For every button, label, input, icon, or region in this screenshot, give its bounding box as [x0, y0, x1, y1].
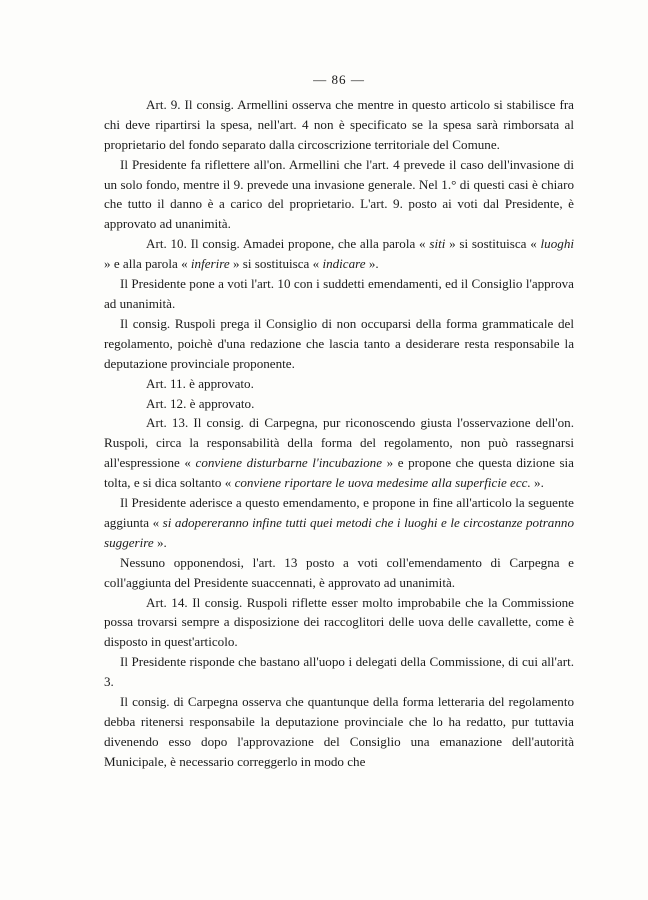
text-run: Il Presidente risponde che bastano all'uopo i delegati della Commissione, di cui all'art. 3.	[104, 654, 574, 690]
italic-quote: luoghi	[540, 236, 575, 252]
paragraph	[104, 155, 574, 235]
text-run: ».	[530, 475, 544, 491]
paragraph	[104, 692, 574, 772]
paragraph	[104, 314, 574, 374]
italic-quote: siti	[429, 236, 446, 252]
text-run: » si sostituisca «	[445, 236, 541, 252]
paragraph	[104, 274, 574, 314]
text-run: Art. 12. è approvato.	[146, 395, 255, 411]
text-run: Il consig. Ruspoli prega il Consiglio di non occuparsi della forma grammaticale del regolamento, poichè d'una redazione che lascia tanto a desiderare resta responsabile la deputazione provinciale proponente.	[104, 315, 574, 371]
text-run: » e propone che questa dizione sia tolta, e si dica soltanto «	[104, 455, 574, 491]
text-run: Nessuno opponendosi, l'art. 13 posto a voti coll'emendamento di Carpegna e coll'aggiunta del Presidente suaccennati, è approvato ad unanimità.	[104, 554, 574, 590]
text-run: Il Presidente pone a voti l'art. 10 con i suddetti emendamenti, ed il Consiglio l'approva ad unanimità.	[104, 276, 574, 311]
page-body	[104, 70, 574, 772]
paragraph	[104, 652, 574, 692]
paragraph	[104, 553, 574, 593]
text-run: Art. 11. è approvato.	[146, 375, 254, 391]
text-body	[104, 95, 574, 772]
paragraph	[104, 413, 574, 493]
italic-quote: conviene disturbarne l'incubazione	[195, 455, 383, 471]
text-run: » si sostituisca «	[229, 256, 323, 272]
page-number: — 86 —	[313, 72, 365, 87]
paragraph	[104, 394, 574, 414]
paragraph	[104, 95, 574, 155]
text-run: ».	[153, 534, 167, 550]
text-run: Art. 14. Il consig. Ruspoli riflette esser molto improbabile che la Commissione possa trovarsi sempre a disposizione dei raccoglitori delle uova delle cavallette, come è disposto in quest'articolo.	[104, 594, 574, 650]
text-run: Art. 13. Il consig. di Carpegna, pur riconoscendo giusta l'osservazione dell'on. Ruspoli, circa la responsabilità della forma del regolamento, non può rassegnarsi all'espressione «	[104, 415, 574, 471]
text-run: Il consig. di Carpegna osserva che quantunque della forma letteraria del regolamento debba ritenersi responsabile la deputazione provinciale che lo ha redatto, pur tuttavia divenendo esso dopo l'approvazione del Consiglio una emanazione dell'autorità Municipale, è necessario correggerlo in modo che	[104, 694, 574, 769]
text-run: Il Presidente aderisce a questo emendamento, e propone in fine all'articolo la seguente aggiunta «	[104, 495, 574, 530]
italic-quote: indicare	[322, 256, 366, 272]
text-run: Il Presidente fa riflettere all'on. Armellini che l'art. 4 prevede il caso dell'invasione di un solo fondo, mentre il 9. prevede una invasione generale. Nel 1.° di questi casi è chiaro che tutto il danno è a carico del proprietario. L'art. 9. posto ai voti dal Presidente, è approvato ad unanimità.	[104, 156, 574, 232]
text-run: Art. 10. Il consig. Amadei propone, che alla parola «	[146, 236, 430, 252]
text-run: ».	[365, 256, 379, 272]
text-run: Art. 9. Il consig. Armellini osserva che mentre in questo articolo si stabilisce fra chi deve ripartirsi la spesa, nell'art. 4 non è specificato se la spesa sarà rimborsata al proprietario del fondo separato dalla circoscrizione territoriale del Comune.	[104, 96, 574, 152]
paragraph	[104, 593, 574, 653]
italic-quote: si adopereranno infine tutti quei metodi che i luoghi e le circostanze potranno suggerire	[104, 514, 574, 550]
italic-quote: conviene riportare le uova medesime alla superficie ecc.	[234, 475, 531, 491]
paragraph	[104, 493, 574, 553]
text-run: » e alla parola «	[104, 256, 191, 272]
italic-quote: inferire	[190, 256, 230, 272]
paragraph	[104, 234, 574, 274]
paragraph	[104, 374, 574, 394]
